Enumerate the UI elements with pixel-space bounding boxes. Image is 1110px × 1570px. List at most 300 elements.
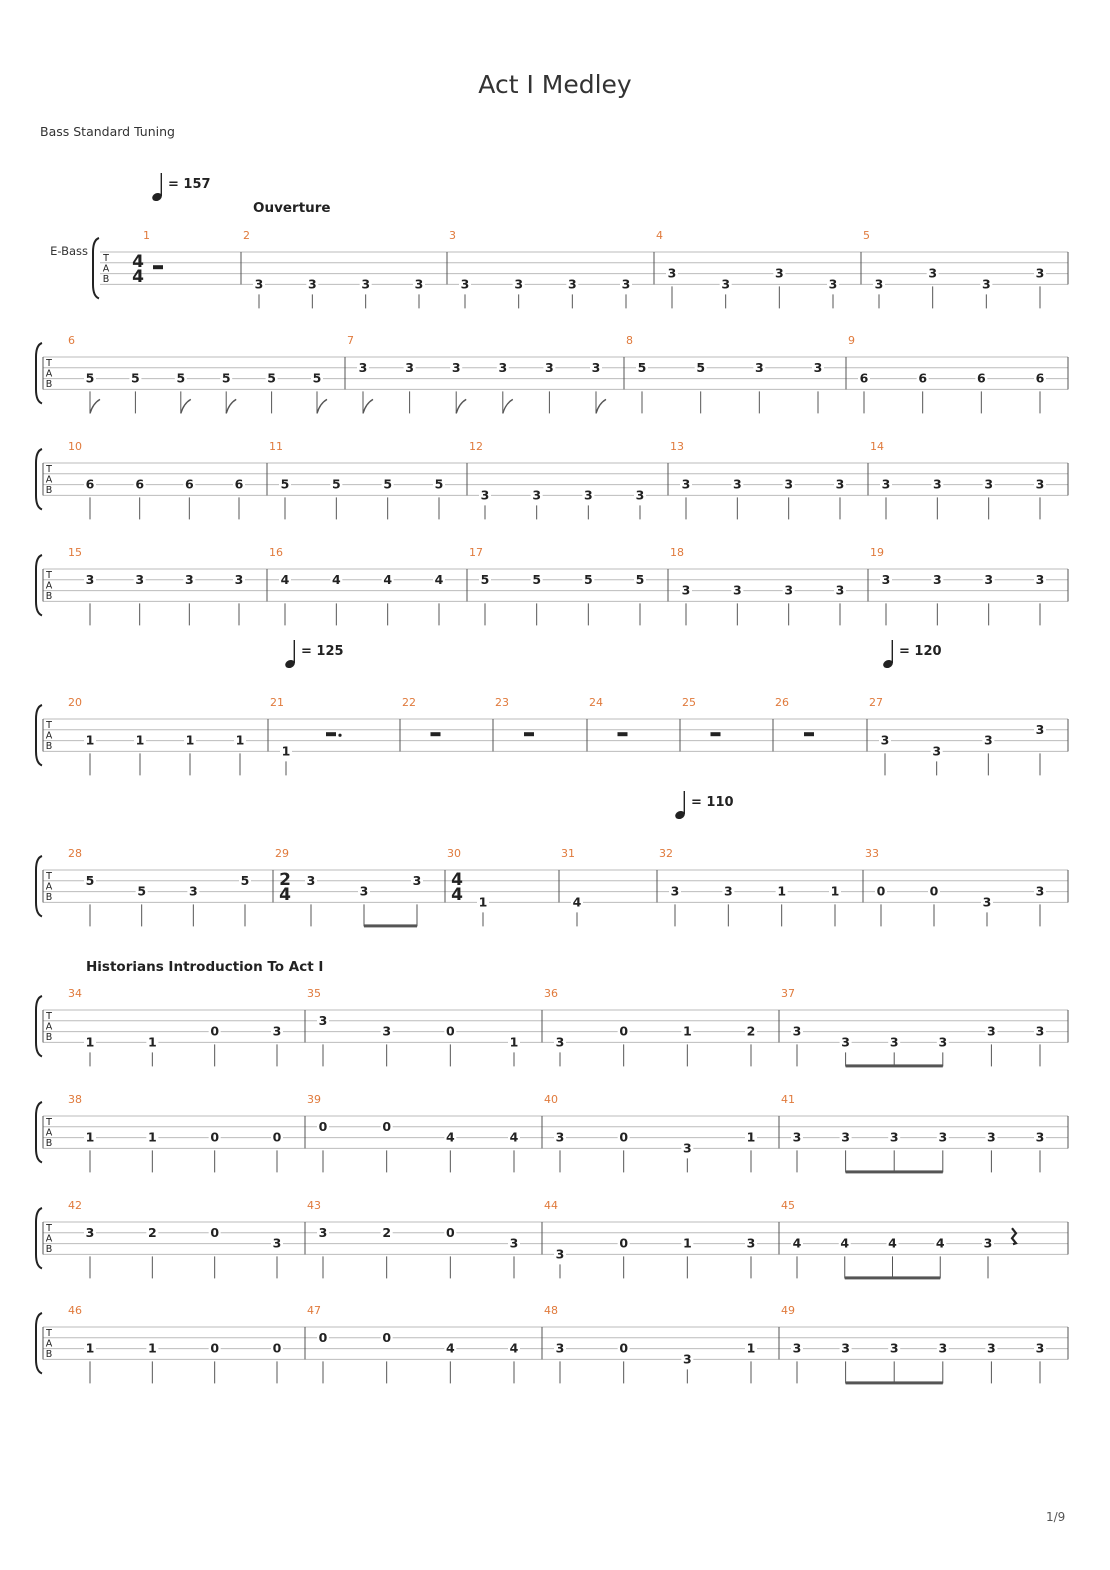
tab-clef-letter: A: [45, 1021, 53, 1033]
fret-number: 4: [509, 1129, 519, 1145]
fret-number: 0: [210, 1129, 220, 1145]
fret-number: 3: [361, 276, 371, 292]
fret-number: 5: [637, 359, 647, 375]
fret-number: 0: [445, 1023, 455, 1039]
fret-number: 3: [460, 276, 470, 292]
fret-number: 4: [840, 1235, 850, 1251]
measure-number: 12: [469, 440, 483, 453]
fret-number: 3: [932, 743, 942, 759]
fret-number: 3: [987, 1340, 996, 1356]
fret-number: 3: [318, 1224, 328, 1240]
system-bracket: [36, 705, 42, 765]
note-beam: [845, 1276, 941, 1279]
time-signature-bottom: 4: [132, 267, 144, 287]
measure-number: 40: [544, 1093, 558, 1106]
fret-number: 1: [830, 883, 840, 899]
measure-number: 38: [68, 1093, 82, 1106]
fret-number: 3: [667, 265, 677, 281]
measure-number: 42: [68, 1199, 82, 1212]
tab-clef-letter: B: [45, 892, 53, 903]
tab-clef-letter: T: [46, 570, 52, 581]
fret-number: 3: [932, 571, 942, 587]
fret-number: 6: [859, 370, 869, 386]
fret-number: 3: [1035, 571, 1045, 587]
fret-number: 3: [412, 872, 422, 888]
fret-number: 1: [281, 743, 291, 759]
fret-number: 5: [137, 883, 147, 899]
tab-clef-letter: T: [46, 1328, 52, 1339]
fret-number: 3: [732, 476, 742, 492]
measure-number: 17: [469, 546, 483, 559]
fret-number: 3: [981, 276, 991, 292]
fret-number: 3: [835, 476, 845, 492]
fret-number: 3: [359, 883, 369, 899]
measure-number: 3: [449, 229, 456, 242]
measure-number: 2: [243, 229, 250, 242]
tab-clef-letter: T: [46, 1011, 52, 1022]
tempo-marking: = 120: [899, 644, 942, 659]
tab-clef-letter: T: [46, 464, 52, 475]
measure-number: 19: [870, 546, 884, 559]
measure-number: 43: [307, 1199, 321, 1212]
fret-number: 1: [85, 1034, 95, 1050]
measure-number: 41: [781, 1093, 795, 1106]
tab-system: [36, 1304, 1068, 1384]
fret-number: 1: [509, 1034, 519, 1050]
fret-number: 3: [555, 1034, 565, 1050]
fret-number: 3: [1035, 721, 1045, 737]
fret-number: 1: [235, 732, 245, 748]
tab-system: [36, 334, 1068, 413]
fret-number: 4: [383, 571, 393, 587]
fret-number: 3: [746, 1235, 756, 1251]
section-label: Ouverture: [253, 200, 331, 216]
tab-clef-letter: T: [46, 871, 52, 882]
rest-symbol: [1012, 1228, 1016, 1244]
fret-number: 3: [792, 1023, 802, 1039]
fret-number: 4: [434, 571, 444, 587]
tab-clef-letter: B: [102, 274, 110, 285]
fret-number: 2: [746, 1023, 756, 1039]
fret-number: 3: [938, 1129, 948, 1145]
fret-number: 5: [280, 476, 290, 492]
fret-number: 3: [1035, 476, 1045, 492]
measure-number: 5: [863, 229, 870, 242]
note-beam: [846, 1170, 943, 1173]
fret-number: 2: [382, 1224, 392, 1240]
fret-number: 0: [210, 1224, 220, 1240]
measure-number: 37: [781, 987, 795, 1000]
fret-number: 3: [480, 487, 490, 503]
fret-number: 3: [732, 582, 742, 598]
fret-number: 1: [85, 732, 95, 748]
fret-number: 3: [889, 1034, 899, 1050]
fret-number: 1: [147, 1340, 157, 1356]
fret-number: 3: [555, 1246, 565, 1262]
measure-number: 25: [682, 696, 696, 709]
fret-number: 3: [1035, 883, 1045, 899]
tab-system: [36, 440, 1068, 519]
fret-number: 3: [254, 276, 264, 292]
fret-number: 3: [621, 276, 631, 292]
time-signature-bottom: 4: [279, 885, 291, 905]
fret-number: 5: [532, 571, 542, 587]
rest-dot: [338, 734, 341, 737]
fret-number: 3: [784, 476, 794, 492]
fret-number: 3: [272, 1235, 282, 1251]
note-flag: [363, 399, 373, 413]
fret-number: 4: [888, 1235, 897, 1251]
fret-number: 5: [85, 872, 95, 888]
fret-number: 3: [555, 1129, 565, 1145]
fret-number: 5: [331, 476, 341, 492]
fret-number: 1: [777, 883, 787, 899]
tab-system: [36, 1093, 1068, 1173]
fret-number: 5: [383, 476, 393, 492]
measure-number: 31: [561, 847, 575, 860]
fret-number: 2: [147, 1224, 157, 1240]
tab-clef-letter: B: [45, 1349, 53, 1360]
fret-number: 4: [445, 1340, 455, 1356]
tab-system: [36, 640, 1068, 775]
measure-number: 47: [307, 1304, 321, 1317]
measure-number: 46: [68, 1304, 82, 1317]
fret-number: 3: [509, 1235, 519, 1251]
tab-clef-letter: B: [45, 1244, 53, 1255]
fret-number: 3: [841, 1129, 850, 1145]
fret-number: 1: [185, 732, 195, 748]
fret-number: 3: [306, 872, 316, 888]
fret-number: 6: [135, 476, 145, 492]
fret-number: 3: [881, 571, 891, 587]
measure-number: 22: [402, 696, 416, 709]
rest-symbol: [804, 732, 814, 736]
note-flag: [503, 399, 513, 413]
fret-number: 3: [358, 359, 368, 375]
fret-number: 3: [670, 883, 680, 899]
fret-number: 3: [928, 265, 938, 281]
fret-number: 3: [841, 1340, 850, 1356]
tab-system: [36, 959, 1068, 1067]
instrument-label: E-Bass: [50, 244, 88, 258]
fret-number: 5: [434, 476, 444, 492]
measure-number: 10: [68, 440, 82, 453]
fret-number: 1: [682, 1235, 692, 1251]
fret-number: 3: [841, 1034, 850, 1050]
fret-number: 4: [935, 1235, 945, 1251]
fret-number: 3: [414, 276, 424, 292]
fret-number: 5: [240, 872, 250, 888]
fret-number: 0: [619, 1129, 629, 1145]
measure-number: 28: [68, 847, 82, 860]
tempo-marking: = 157: [168, 177, 211, 192]
time-signature-bottom: 4: [451, 885, 463, 905]
rest-symbol: [711, 732, 721, 736]
fret-number: 4: [280, 571, 290, 587]
fret-number: 3: [983, 1235, 993, 1251]
rest-symbol: [326, 732, 336, 736]
tuning-label: Bass Standard Tuning: [40, 124, 175, 139]
fret-number: 3: [874, 276, 884, 292]
time-signature-top: 2: [279, 870, 291, 890]
tab-clef-letter: B: [45, 485, 53, 496]
measure-number: 35: [307, 987, 321, 1000]
fret-number: 0: [210, 1023, 220, 1039]
fret-number: 3: [567, 276, 577, 292]
measure-number: 48: [544, 1304, 558, 1317]
tab-system: [50, 173, 1068, 308]
measure-number: 15: [68, 546, 82, 559]
fret-number: 5: [480, 571, 490, 587]
tab-clef-letter: A: [102, 263, 110, 275]
fret-number: 5: [85, 370, 95, 386]
note-beam: [364, 924, 417, 927]
measure-number: 33: [865, 847, 879, 860]
measure-number: 32: [659, 847, 673, 860]
fret-number: 3: [85, 1224, 95, 1240]
tab-clef-letter: T: [46, 720, 52, 731]
fret-number: 1: [746, 1129, 756, 1145]
tab-clef-letter: B: [45, 741, 53, 752]
fret-number: 3: [983, 732, 993, 748]
system-bracket: [36, 1208, 42, 1268]
fret-number: 3: [405, 359, 414, 375]
measure-number: 13: [670, 440, 684, 453]
fret-number: 3: [532, 487, 542, 503]
measure-number: 8: [626, 334, 633, 347]
page-title: Act I Medley: [478, 70, 632, 99]
measure-number: 16: [269, 546, 283, 559]
measure-number: 27: [869, 696, 883, 709]
fret-number: 4: [331, 571, 341, 587]
section-label: Historians Introduction To Act I: [86, 959, 324, 975]
fret-number: 4: [792, 1235, 802, 1251]
fret-number: 3: [85, 571, 95, 587]
measure-number: 44: [544, 1199, 558, 1212]
system-bracket: [36, 1102, 42, 1162]
fret-number: 6: [184, 476, 194, 492]
system-bracket: [36, 856, 42, 916]
fret-number: 3: [681, 476, 691, 492]
fret-number: 3: [318, 1012, 328, 1028]
fret-number: 6: [976, 370, 986, 386]
fret-number: 3: [272, 1023, 282, 1039]
rest-symbol: [153, 265, 163, 269]
fret-number: 3: [754, 359, 764, 375]
tab-clef-letter: A: [45, 1127, 53, 1139]
fret-number: 3: [881, 476, 891, 492]
fret-number: 6: [1035, 370, 1045, 386]
measure-number: 6: [68, 334, 75, 347]
fret-number: 3: [682, 1351, 692, 1367]
fret-number: 5: [583, 571, 593, 587]
fret-number: 3: [774, 265, 784, 281]
fret-number: 3: [591, 359, 601, 375]
fret-number: 0: [382, 1118, 392, 1134]
fret-number: 3: [681, 582, 691, 598]
fret-number: 0: [382, 1329, 392, 1345]
fret-number: 3: [1035, 265, 1045, 281]
measure-number: 18: [670, 546, 684, 559]
fret-number: 0: [210, 1340, 220, 1356]
fret-number: 3: [835, 582, 845, 598]
fret-number: 5: [635, 571, 645, 587]
time-signature-top: 4: [451, 870, 463, 890]
time-signature-top: 4: [132, 252, 144, 272]
system-bracket: [36, 343, 42, 403]
tab-clef-letter: T: [46, 358, 52, 369]
fret-number: 3: [514, 276, 524, 292]
note-flag: [317, 399, 327, 413]
fret-number: 3: [1035, 1340, 1045, 1356]
fret-number: 0: [619, 1235, 629, 1251]
measure-number: 7: [347, 334, 354, 347]
fret-number: 1: [147, 1129, 157, 1145]
fret-number: 3: [982, 894, 992, 910]
fret-number: 3: [135, 571, 145, 587]
system-bracket: [36, 555, 42, 615]
measure-number: 11: [269, 440, 283, 453]
fret-number: 3: [792, 1129, 802, 1145]
note-flag: [226, 399, 236, 413]
measure-number: 9: [848, 334, 855, 347]
measure-number: 24: [589, 696, 603, 709]
fret-number: 3: [188, 883, 198, 899]
tab-clef-letter: T: [103, 253, 109, 264]
tab-clef-letter: A: [45, 730, 53, 742]
fret-number: 1: [135, 732, 145, 748]
fret-number: 0: [445, 1224, 455, 1240]
fret-number: 6: [234, 476, 244, 492]
fret-number: 3: [813, 359, 823, 375]
fret-number: 1: [85, 1129, 95, 1145]
fret-number: 0: [929, 883, 939, 899]
fret-number: 0: [619, 1340, 629, 1356]
fret-number: 3: [1035, 1129, 1045, 1145]
note-flag: [596, 399, 606, 413]
fret-number: 3: [984, 476, 994, 492]
fret-number: 5: [267, 370, 276, 386]
fret-number: 5: [131, 370, 140, 386]
fret-number: 3: [828, 276, 838, 292]
tab-clef-letter: B: [45, 1138, 53, 1149]
fret-number: 3: [932, 476, 942, 492]
rest-symbol: [431, 732, 441, 736]
rest-symbol: [618, 732, 628, 736]
measure-number: 21: [270, 696, 284, 709]
rest-symbol: [524, 732, 534, 736]
tab-clef-letter: A: [45, 474, 53, 486]
fret-number: 0: [272, 1340, 282, 1356]
measure-number: 29: [275, 847, 289, 860]
fret-number: 1: [682, 1023, 692, 1039]
fret-number: 4: [445, 1129, 455, 1145]
fret-number: 3: [451, 359, 461, 375]
fret-number: 0: [318, 1118, 328, 1134]
fret-number: 3: [583, 487, 593, 503]
measure-number: 26: [775, 696, 789, 709]
system-bracket: [36, 1313, 42, 1373]
fret-number: 5: [696, 359, 706, 375]
note-flag: [90, 399, 100, 413]
fret-number: 3: [984, 571, 994, 587]
tempo-marking: = 110: [691, 795, 734, 810]
fret-number: 0: [272, 1129, 282, 1145]
fret-number: 1: [147, 1034, 157, 1050]
tab-clef-letter: A: [45, 1233, 53, 1245]
fret-number: 3: [635, 487, 645, 503]
fret-number: 1: [746, 1340, 756, 1356]
fret-number: 3: [723, 883, 733, 899]
fret-number: 5: [221, 370, 231, 386]
fret-number: 3: [382, 1023, 392, 1039]
fret-number: 3: [987, 1023, 996, 1039]
note-beam: [846, 1381, 943, 1384]
measure-number: 20: [68, 696, 82, 709]
fret-number: 3: [682, 1140, 692, 1156]
measure-number: 4: [656, 229, 663, 242]
tab-clef-letter: T: [46, 1117, 52, 1128]
fret-number: 3: [792, 1340, 802, 1356]
system-bracket: [36, 996, 42, 1056]
fret-number: 0: [619, 1023, 629, 1039]
fret-number: 5: [312, 370, 322, 386]
fret-number: 6: [918, 370, 928, 386]
tab-system: [36, 546, 1068, 625]
note-flag: [456, 399, 466, 413]
fret-number: 0: [876, 883, 886, 899]
fret-number: 3: [545, 359, 554, 375]
measure-number: 14: [870, 440, 884, 453]
page-number: 1/9: [1046, 1510, 1066, 1524]
measure-number: 1: [143, 229, 150, 242]
fret-number: 3: [307, 276, 317, 292]
tab-clef-letter: B: [45, 591, 53, 602]
measure-number: 49: [781, 1304, 795, 1317]
measure-number: 23: [495, 696, 509, 709]
measure-number: 30: [447, 847, 461, 860]
fret-number: 3: [234, 571, 244, 587]
fret-number: 0: [318, 1329, 328, 1345]
tab-clef-letter: B: [45, 379, 53, 390]
fret-number: 4: [509, 1340, 519, 1356]
tab-clef-letter: A: [45, 881, 53, 893]
system-bracket: [93, 238, 99, 298]
system-bracket: [36, 449, 42, 509]
fret-number: 3: [555, 1340, 565, 1356]
tab-clef-letter: B: [45, 1032, 53, 1043]
fret-number: 3: [721, 276, 731, 292]
fret-number: 1: [478, 894, 488, 910]
fret-number: 3: [184, 571, 194, 587]
fret-number: 3: [1035, 1023, 1045, 1039]
fret-number: 3: [889, 1129, 899, 1145]
fret-number: 5: [176, 370, 186, 386]
fret-number: 1: [85, 1340, 95, 1356]
tab-system: [36, 791, 1068, 927]
fret-number: 3: [938, 1034, 948, 1050]
measure-number: 45: [781, 1199, 795, 1212]
tab-system: [36, 1199, 1068, 1279]
fret-number: 3: [784, 582, 794, 598]
tab-clef-letter: A: [45, 580, 53, 592]
fret-number: 3: [889, 1340, 899, 1356]
note-beam: [846, 1064, 943, 1067]
measure-number: 34: [68, 987, 82, 1000]
tab-clef-letter: A: [45, 368, 53, 380]
fret-number: 3: [938, 1340, 948, 1356]
measure-number: 36: [544, 987, 558, 1000]
